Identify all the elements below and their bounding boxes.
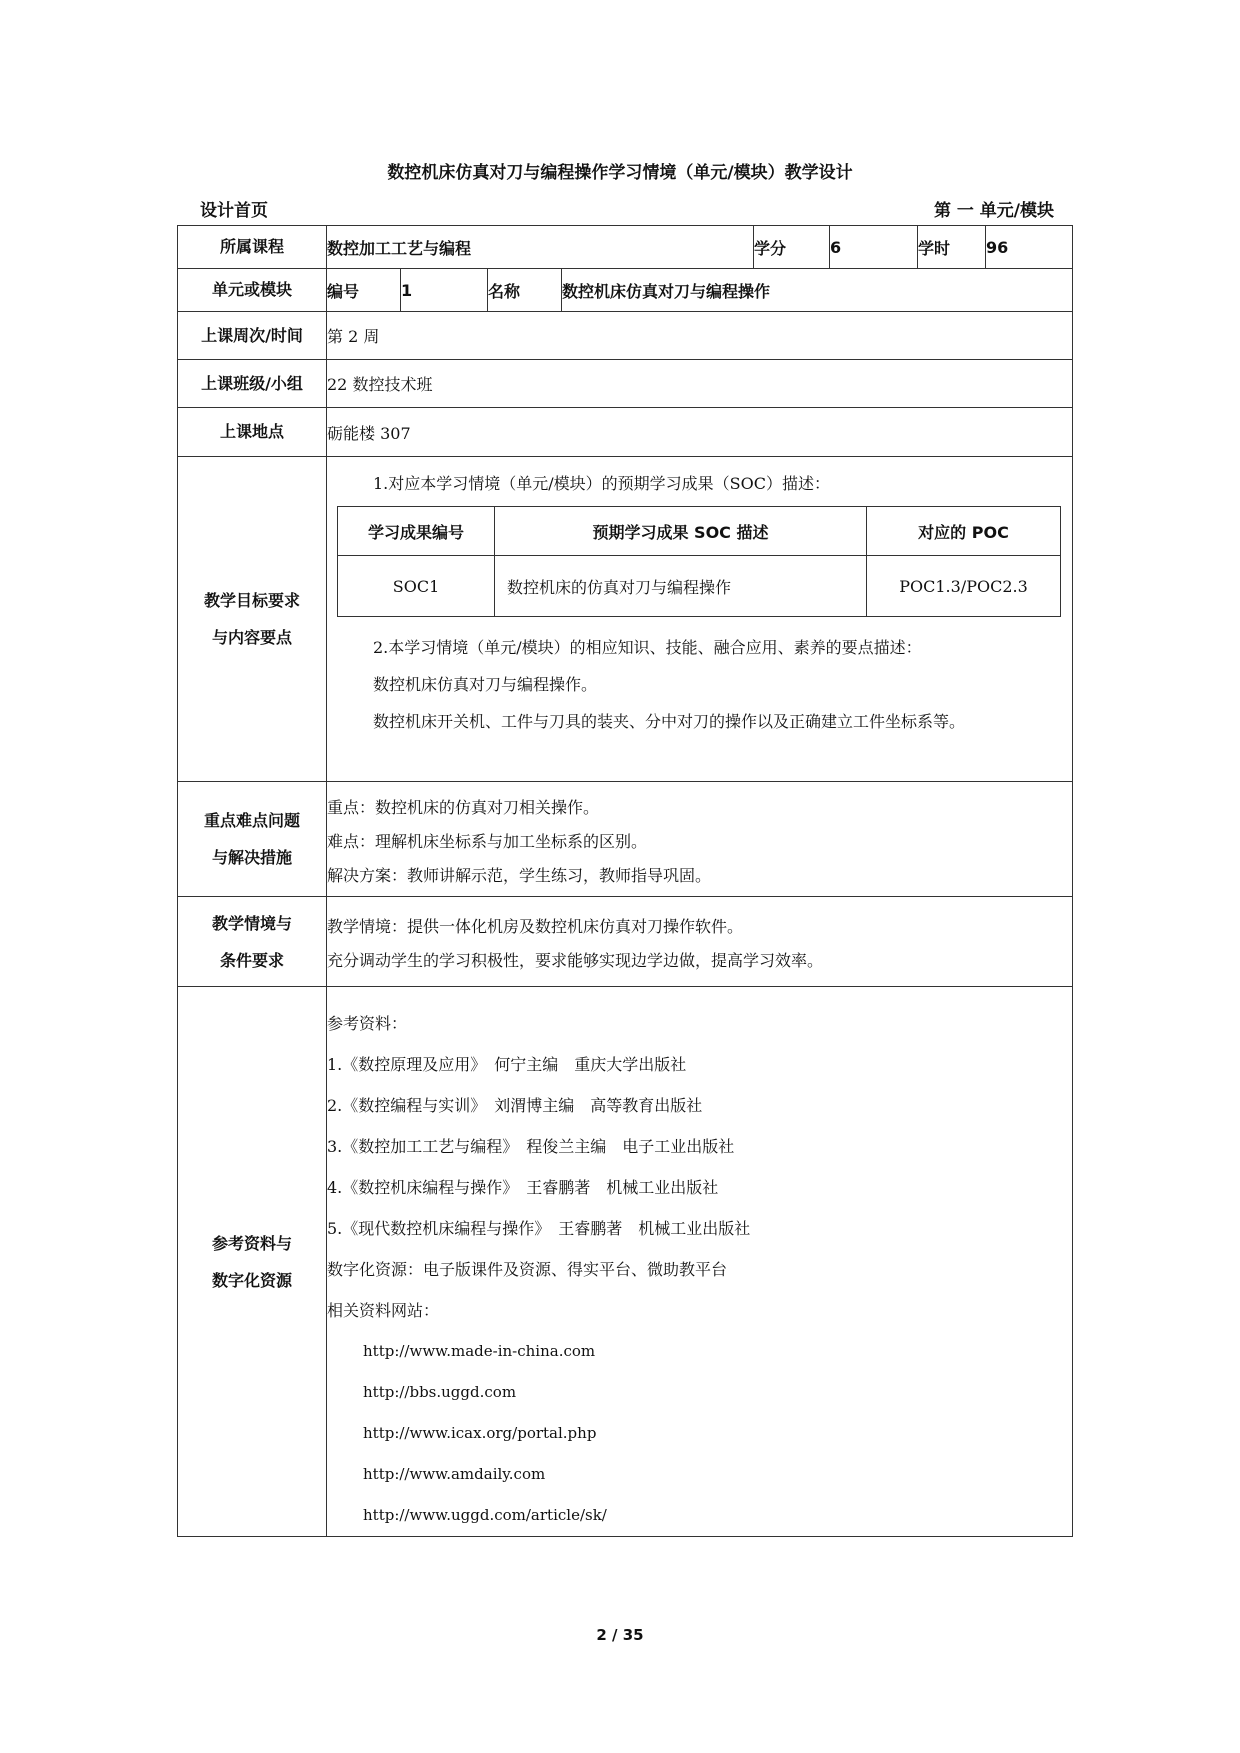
unit-number-value: 1 [401, 269, 488, 312]
location-value: 砺能楼 307 [327, 408, 1073, 457]
objectives-label-line1: 教学目标要求 [203, 591, 300, 610]
situation-row [178, 897, 1073, 987]
credit-value: 6 [830, 226, 918, 269]
unit-label: 单元或模块 [178, 269, 327, 312]
references-label-line1: 参考资料与 [211, 1233, 292, 1253]
week-row [178, 312, 1073, 360]
keypoints-label [178, 782, 327, 897]
references-label [178, 987, 327, 1537]
course-value: 数控加工工艺与编程 [327, 226, 754, 269]
keypoints-label-line1: 重点难点问题 [203, 811, 300, 830]
objectives-point2-line2: 数控机床开关机、工件与刀具的装夹、分中对刀的操作以及正确建立工件坐标系等。 [373, 712, 966, 731]
class-row [178, 360, 1073, 408]
keypoints-line: 重点：数控机床的仿真对刀相关操作。 [327, 797, 600, 817]
class-label: 上课班级/小组 [178, 360, 327, 408]
references-label-line2: 数字化资源 [211, 1270, 292, 1290]
situation-label [178, 897, 327, 987]
document-title: 数控机床仿真对刀与编程操作学习情境（单元/模块）教学设计 [387, 163, 853, 183]
soc-id-cell: SOC1 [338, 556, 495, 617]
location-label: 上课地点 [178, 408, 327, 457]
credit-label: 学分 [754, 226, 830, 269]
list-item: 1.《数控原理及应用》 何宁主编 重庆大学出版社 [327, 1055, 687, 1074]
unit-row [178, 269, 1073, 312]
hours-label: 学时 [918, 226, 986, 269]
soc-desc-cell: 数控机床的仿真对刀与编程操作 [495, 556, 867, 617]
objectives-label [178, 457, 327, 782]
page-number: 2 / 35 [596, 1626, 644, 1644]
situation-label-line2: 条件要求 [219, 950, 284, 970]
situation-content [327, 897, 1073, 987]
situation-line: 教学情境：提供一体化机房及数控机床仿真对刀操作软件。 [327, 917, 744, 936]
objectives-label-line2: 与内容要点 [211, 628, 292, 647]
url-link[interactable]: http://bbs.uggd.com [363, 1383, 517, 1401]
soc-header-row [338, 507, 1061, 556]
references-content [327, 987, 1073, 1537]
design-table [177, 225, 1073, 1537]
soc-header-id: 学习成果编号 [338, 507, 495, 556]
list-item: 4.《数控机床编程与操作》 王睿鹏著 机械工业出版社 [327, 1178, 719, 1197]
keypoints-label-line2: 与解决措施 [211, 848, 292, 867]
week-value: 第 2 周 [327, 312, 1073, 360]
url-link[interactable]: http://www.amdaily.com [363, 1465, 546, 1483]
soc-header-poc: 对应的 POC [867, 507, 1061, 556]
course-label: 所属课程 [178, 226, 327, 269]
objectives-point2-line1: 数控机床仿真对刀与编程操作。 [373, 675, 598, 694]
url-link[interactable]: http://www.uggd.com/article/sk/ [363, 1506, 607, 1524]
unit-module-label: 第 一 单元/模块 [933, 201, 1054, 221]
objectives-intro: 1.对应本学习情境（单元/模块）的预期学习成果（SOC）描述： [373, 474, 830, 493]
table-row [338, 556, 1061, 617]
soc-poc-cell: POC1.3/POC2.3 [867, 556, 1061, 617]
unit-name-label: 名称 [488, 269, 562, 312]
week-label: 上课周次/时间 [178, 312, 327, 360]
keypoints-row [178, 782, 1073, 897]
location-row [178, 408, 1073, 457]
course-row [178, 226, 1073, 269]
unit-name-value: 数控机床仿真对刀与编程操作 [562, 269, 1073, 312]
references-row [178, 987, 1073, 1537]
objectives-content [327, 457, 1073, 782]
references-intro: 参考资料： [327, 1014, 408, 1033]
soc-table [337, 506, 1061, 617]
keypoints-content [327, 782, 1073, 897]
situation-line: 充分调动学生的学习积极性，要求能够实现边学边做，提高学习效率。 [327, 951, 824, 970]
class-value: 22 数控技术班 [327, 360, 1073, 408]
design-first-page-label: 设计首页 [200, 201, 268, 221]
url-link[interactable]: http://www.icax.org/portal.php [363, 1424, 597, 1442]
sites-label: 相关资料网站： [327, 1301, 440, 1320]
unit-number-label: 编号 [327, 269, 401, 312]
objectives-point2: 2.本学习情境（单元/模块）的相应知识、技能、融合应用、素养的要点描述： [373, 638, 922, 657]
digital-resources: 数字化资源：电子版课件及资源、得实平台、微助教平台 [327, 1260, 728, 1279]
soc-header-desc: 预期学习成果 SOC 描述 [495, 507, 867, 556]
hours-value: 96 [986, 226, 1073, 269]
situation-label-line1: 教学情境与 [211, 913, 292, 933]
objectives-row [178, 457, 1073, 782]
keypoints-line: 解决方案：教师讲解示范，学生练习，教师指导巩固。 [327, 865, 712, 885]
list-item: 3.《数控加工工艺与编程》 程俊兰主编 电子工业出版社 [327, 1137, 735, 1156]
list-item: 2.《数控编程与实训》 刘渭博主编 高等教育出版社 [327, 1096, 703, 1115]
keypoints-line: 难点：理解机床坐标系与加工坐标系的区别。 [327, 831, 648, 851]
url-link[interactable]: http://www.made-in-china.com [363, 1342, 596, 1360]
list-item: 5.《现代数控机床编程与操作》 王睿鹏著 机械工业出版社 [327, 1219, 751, 1238]
